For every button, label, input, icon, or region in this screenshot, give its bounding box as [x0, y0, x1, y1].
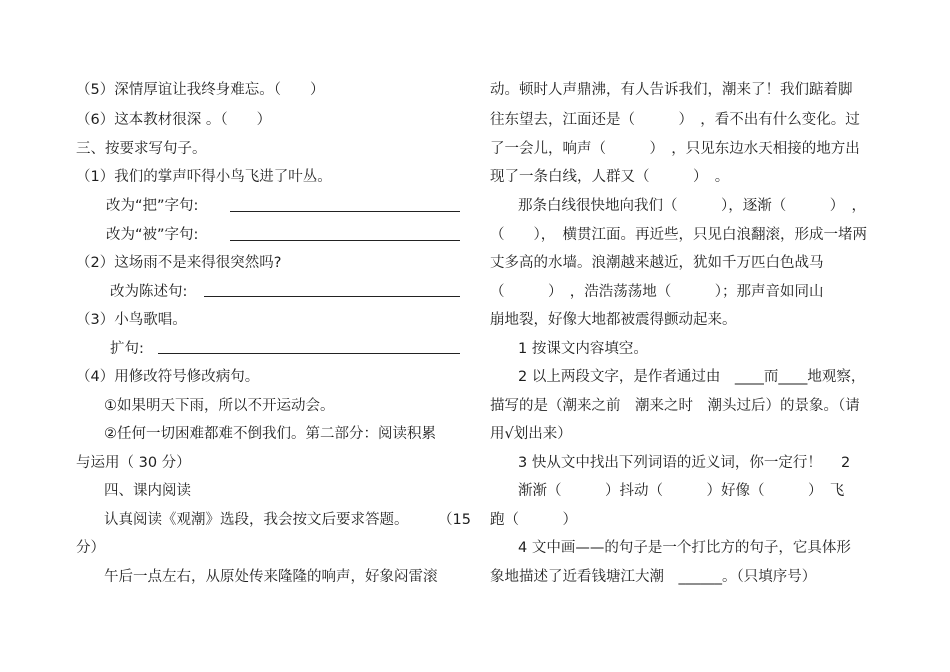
- sentence-4: （4）用修改符号修改病句。: [76, 369, 260, 385]
- passage-line-6: 那条白线很快地向我们（ ），逐渐（ ） ，: [518, 198, 866, 214]
- question-4-cont: 象地描述了近看钱塘江大潮 ______。（只填序号）: [490, 569, 817, 585]
- faulty-sentence-2: ②任何一切困难都难不倒我们。第二部分：阅读积累: [104, 426, 436, 442]
- section-3-heading: 三、按要求写句子。: [76, 141, 207, 157]
- passage-line-2: 动。顿时人声鼎沸，有人告诉我们，潮来了！我们踮着脚: [490, 82, 853, 98]
- question-6: （6）这本教材很深 。（ ）: [76, 112, 272, 128]
- passage-line-1: 午后一点左右，从原处传来隆隆的响声，好象闷雷滚: [104, 569, 438, 585]
- question-1: 1 按课文内容填空。: [518, 341, 648, 357]
- passage-line-9: （ ） ，浩浩荡荡地（ ）；那声音如同山: [490, 284, 824, 300]
- faulty-sentence-1: ①如果明天下雨，所以不开运动会。: [104, 398, 335, 414]
- declarative-answer-line[interactable]: [204, 296, 460, 297]
- expand-answer-line[interactable]: [158, 353, 460, 354]
- expand-label: 扩句:: [110, 341, 144, 357]
- sentence-3: （3）小鸟歌唱。: [76, 312, 187, 328]
- passage-line-4: 了一会儿，响声（ ） ，只见东边水天相接的地方出: [490, 141, 860, 157]
- question-4: 4 文中画——的句子是一个打比方的句子，它具体形: [518, 540, 851, 556]
- passage-line-5: 现了一条白线，人群又（ ） 。: [490, 169, 730, 185]
- reading-score-a: （15: [438, 512, 471, 528]
- passage-line-10: 崩地裂，好像大地都被震得颤动起来。: [490, 312, 737, 328]
- sentence-2: （2）这场雨不是来得很突然吗?: [76, 255, 282, 271]
- declarative-label: 改为陈述句:: [110, 284, 188, 300]
- synonym-words-cont: 跑（ ）: [490, 512, 577, 528]
- passage-line-7: （ ）， 横贯江面。再近些，只见白浪翻滚，形成一堵两: [490, 227, 867, 243]
- sentence-1: （1）我们的掌声吓得小鸟飞进了叶丛。: [76, 169, 332, 185]
- question-3: 3 快从文中找出下列词语的近义词，你一定行！ 2: [518, 455, 851, 471]
- passage-line-8: 丈多高的水墙。浪潮越来越近，犹如千万匹白色战马: [490, 255, 824, 271]
- part-2-score: 与运用（ 30 分）: [76, 455, 191, 471]
- question-2: 2 以上两段文字，是作者通过由 ____而____地观察，: [518, 369, 866, 385]
- reading-score-b: 分）: [76, 540, 105, 556]
- ba-sentence-answer-line[interactable]: [230, 211, 460, 212]
- bei-sentence-answer-line[interactable]: [230, 240, 460, 241]
- question-2-cont: 描写的是（潮来之前 潮来之时 潮头过后）的景象。（请: [490, 398, 860, 414]
- question-2-instruction: 用√划出来）: [490, 426, 572, 442]
- synonym-words: 渐渐（ ）抖动（ ）好像（ ） 飞: [518, 483, 845, 499]
- reading-instruction: 认真阅读《观潮》选段，我会按文后要求答题。: [104, 512, 409, 528]
- ba-sentence-label: 改为“把”字句:: [106, 198, 199, 214]
- bei-sentence-label: 改为“被”字句:: [106, 227, 199, 243]
- question-5: （5）深情厚谊让我终身难忘。（ ）: [76, 82, 325, 98]
- passage-line-3: 往东望去，江面还是（ ） ，看不出有什么变化。过: [490, 112, 860, 128]
- section-4-heading: 四、课内阅读: [104, 483, 191, 499]
